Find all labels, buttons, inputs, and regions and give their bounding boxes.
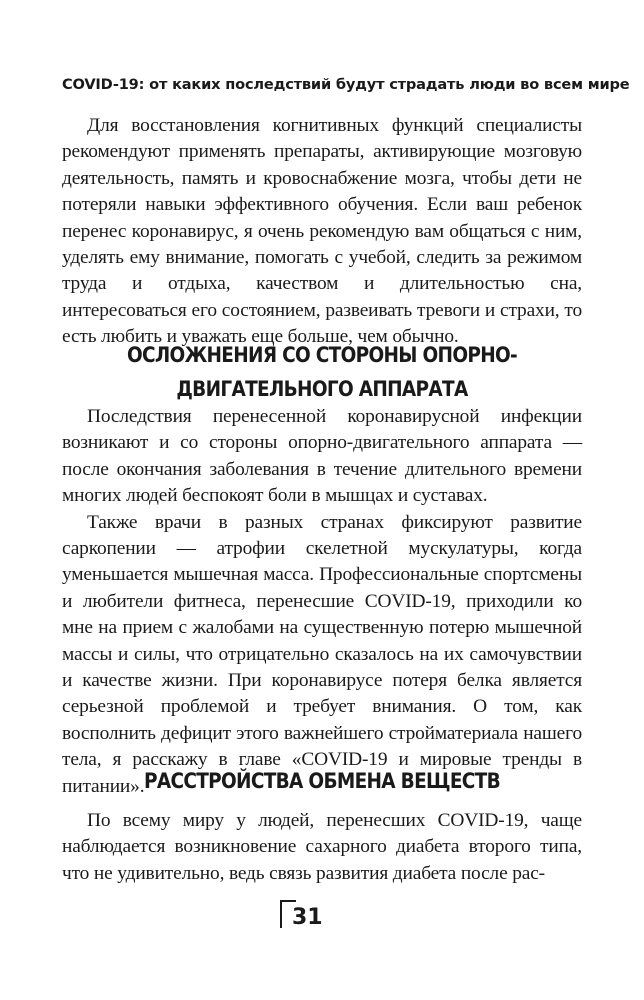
paragraph: Последствия перенесенной коронавирусной инфекции возникают и со стороны опорно-двигательного аппарата — после окончания заболевания в течение длительного времени многих людей беспокоят боли в мышцах и суставах. xyxy=(62,406,582,507)
metabolic-text-block xyxy=(62,808,582,887)
paragraph: Для восстановления когнитивных функций специалисты рекомендуют применять препараты, активирующие мозговую деятельность, память и кровоснабжение мозга, чтобы дети не потеряли навыки эффективного обучения. Если ваш ребенок перенес коронавирус, я очень рекомендую вам общаться с ним, уделять ему внимание, помогать с учебой, следить за режимом труда и отдыха, качеством и длительностью сна, интересоваться его состоянием, развеивать тревоги и страхи, то есть любить и уважать еще больше, чем обычно. xyxy=(62,115,582,348)
heading-line: ОСЛОЖНЕНИЯ СО СТОРОНЫ ОПОРНО- xyxy=(126,343,518,368)
heading-line: РАССТРОЙСТВА ОБМЕНА ВЕЩЕСТВ xyxy=(143,769,501,794)
page-folio xyxy=(280,900,360,936)
section-heading-metabolic xyxy=(98,765,545,799)
musculoskeletal-text-block xyxy=(62,404,582,800)
page-number: 31 xyxy=(292,905,323,930)
heading-line: ДВИГАТЕЛЬНОГО АППАРАТА xyxy=(176,377,468,402)
section-heading-musculoskeletal xyxy=(98,339,545,407)
paragraph: По всему миру у людей, перенесших COVID-19, чаще наблюдается возникновение сахарного диабета второго типа, что не удивительно, ведь связь развития диабета после рас- xyxy=(62,810,582,884)
intro-text-block xyxy=(62,113,582,351)
running-head: COVID-19: от каких последствий будут страдать люди во всем мире xyxy=(62,76,630,93)
paragraph: Также врачи в разных странах фиксируют развитие саркопении — атрофии скелетной мускулатуры, когда уменьшается мышечная масса. Профессиональные спортсмены и любители фитнеса, перенесшие COVID-19, приходили ко мне на прием с жалобами на существенную потерю мышечной массы и силы, что отрицательно сказалось на их самочувствии и качестве жизни. При коронавирусе потеря белка является серьезной проблемой и требует внимания. О том, как восполнить дефицит этого важнейшего стройматериала нашего тела, я расскажу в главе «COVID-19 и мировые тренды в питании». xyxy=(62,511,582,797)
